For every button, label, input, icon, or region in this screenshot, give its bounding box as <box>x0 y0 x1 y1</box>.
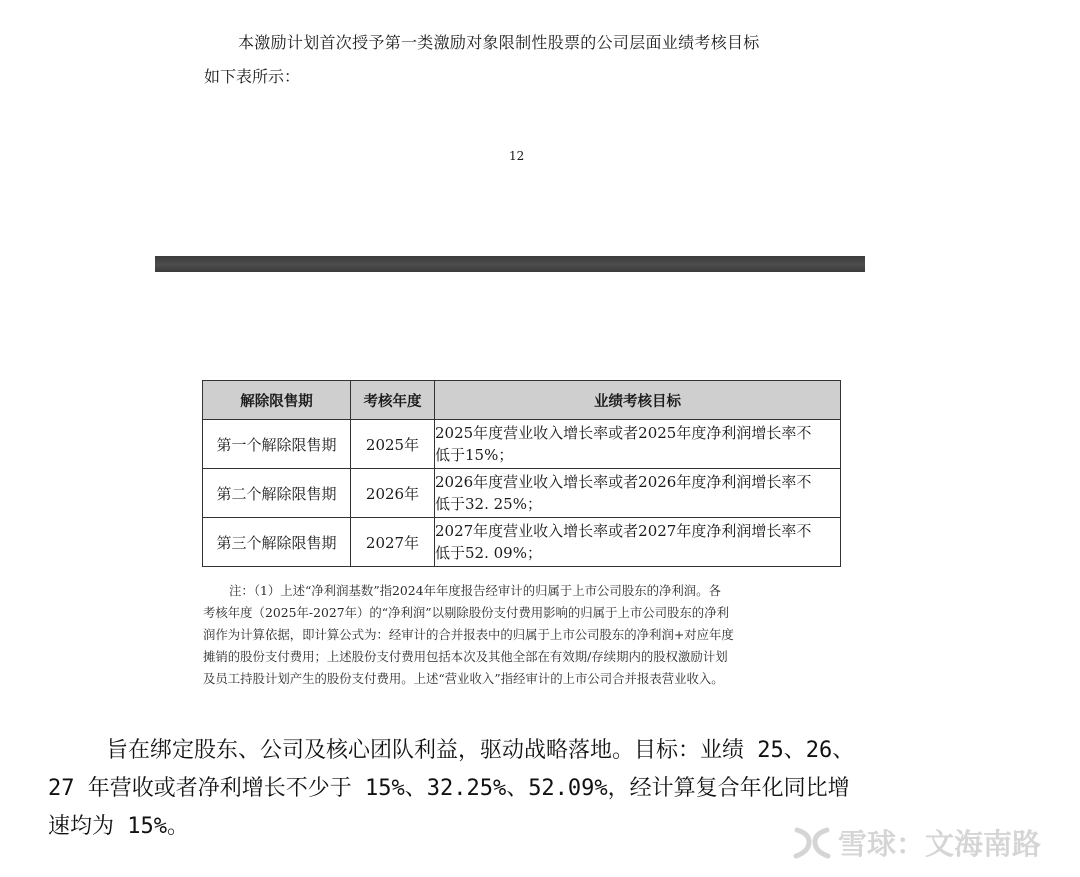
intro-line-2: 如下表所示： <box>204 67 301 86</box>
table-row <box>203 469 841 518</box>
header-year: 考核年度 <box>351 381 435 420</box>
target-line: 低于32. 25%； <box>435 495 542 513</box>
target-line: 2026年度营业收入增长率或者2026年度净利润增长率不 <box>435 473 812 491</box>
snowball-logo-icon <box>792 822 832 862</box>
target-cell <box>435 420 841 469</box>
target-line: 低于52. 09%； <box>435 544 542 562</box>
table-row <box>203 518 841 567</box>
page-separator-bar <box>155 256 865 272</box>
target-line: 2027年度营业收入增长率或者2027年度净利润增长率不 <box>435 522 812 540</box>
target-line: 低于15%； <box>435 446 514 464</box>
page-number: 12 <box>509 149 525 163</box>
watermark-text: 雪球：文海南路 <box>838 826 1042 861</box>
table-row <box>203 420 841 469</box>
year-cell: 2026年 <box>351 469 435 518</box>
target-line: 2025年度营业收入增长率或者2025年度净利润增长率不 <box>435 424 812 442</box>
note-line: 润作为计算依据，即计算公式为：经审计的合并报表中的归属于上市公司股东的净利润+对应年度 <box>203 627 734 642</box>
table-header-row <box>203 381 841 420</box>
header-target: 业绩考核目标 <box>435 381 841 420</box>
note-line: 摊销的股份支付费用；上述股份支付费用包括本次及其他全部在有效期/存续期内的股权激励计划 <box>203 649 728 664</box>
summary-line: 27 年营收或者净利增长不少于 15%、32.25%、52.09%，经计算复合年化同比增 <box>48 776 850 801</box>
period-cell: 第二个解除限售期 <box>203 469 351 518</box>
summary-line: 速均为 15%。 <box>48 814 189 839</box>
header-period: 解除限售期 <box>203 381 351 420</box>
intro-line-1: 本激励计划首次授予第一类激励对象限制性股票的公司层面业绩考核目标 <box>238 33 760 52</box>
year-cell: 2027年 <box>351 518 435 567</box>
note-line: 及员工持股计划产生的股份支付费用。上述“营业收入”指经审计的上市公司合并报表营业收入。 <box>203 671 724 686</box>
target-cell <box>435 469 841 518</box>
table-footnote <box>203 580 843 690</box>
note-line: 考核年度（2025年-2027年）的“净利润”以剔除股份支付费用影响的归属于上市公司股东的净利 <box>203 605 729 620</box>
xueqiu-watermark <box>792 822 1041 862</box>
period-cell: 第三个解除限售期 <box>203 518 351 567</box>
target-cell <box>435 518 841 567</box>
period-cell: 第一个解除限售期 <box>203 420 351 469</box>
summary-line: 旨在绑定股东、公司及核心团队利益，驱动战略落地。目标：业绩 25、26、 <box>106 738 855 763</box>
performance-target-table <box>202 380 841 567</box>
year-cell: 2025年 <box>351 420 435 469</box>
note-line: 注：（1）上述“净利润基数”指2024年年度报告经审计的归属于上市公司股东的净利润。各 <box>229 583 721 598</box>
